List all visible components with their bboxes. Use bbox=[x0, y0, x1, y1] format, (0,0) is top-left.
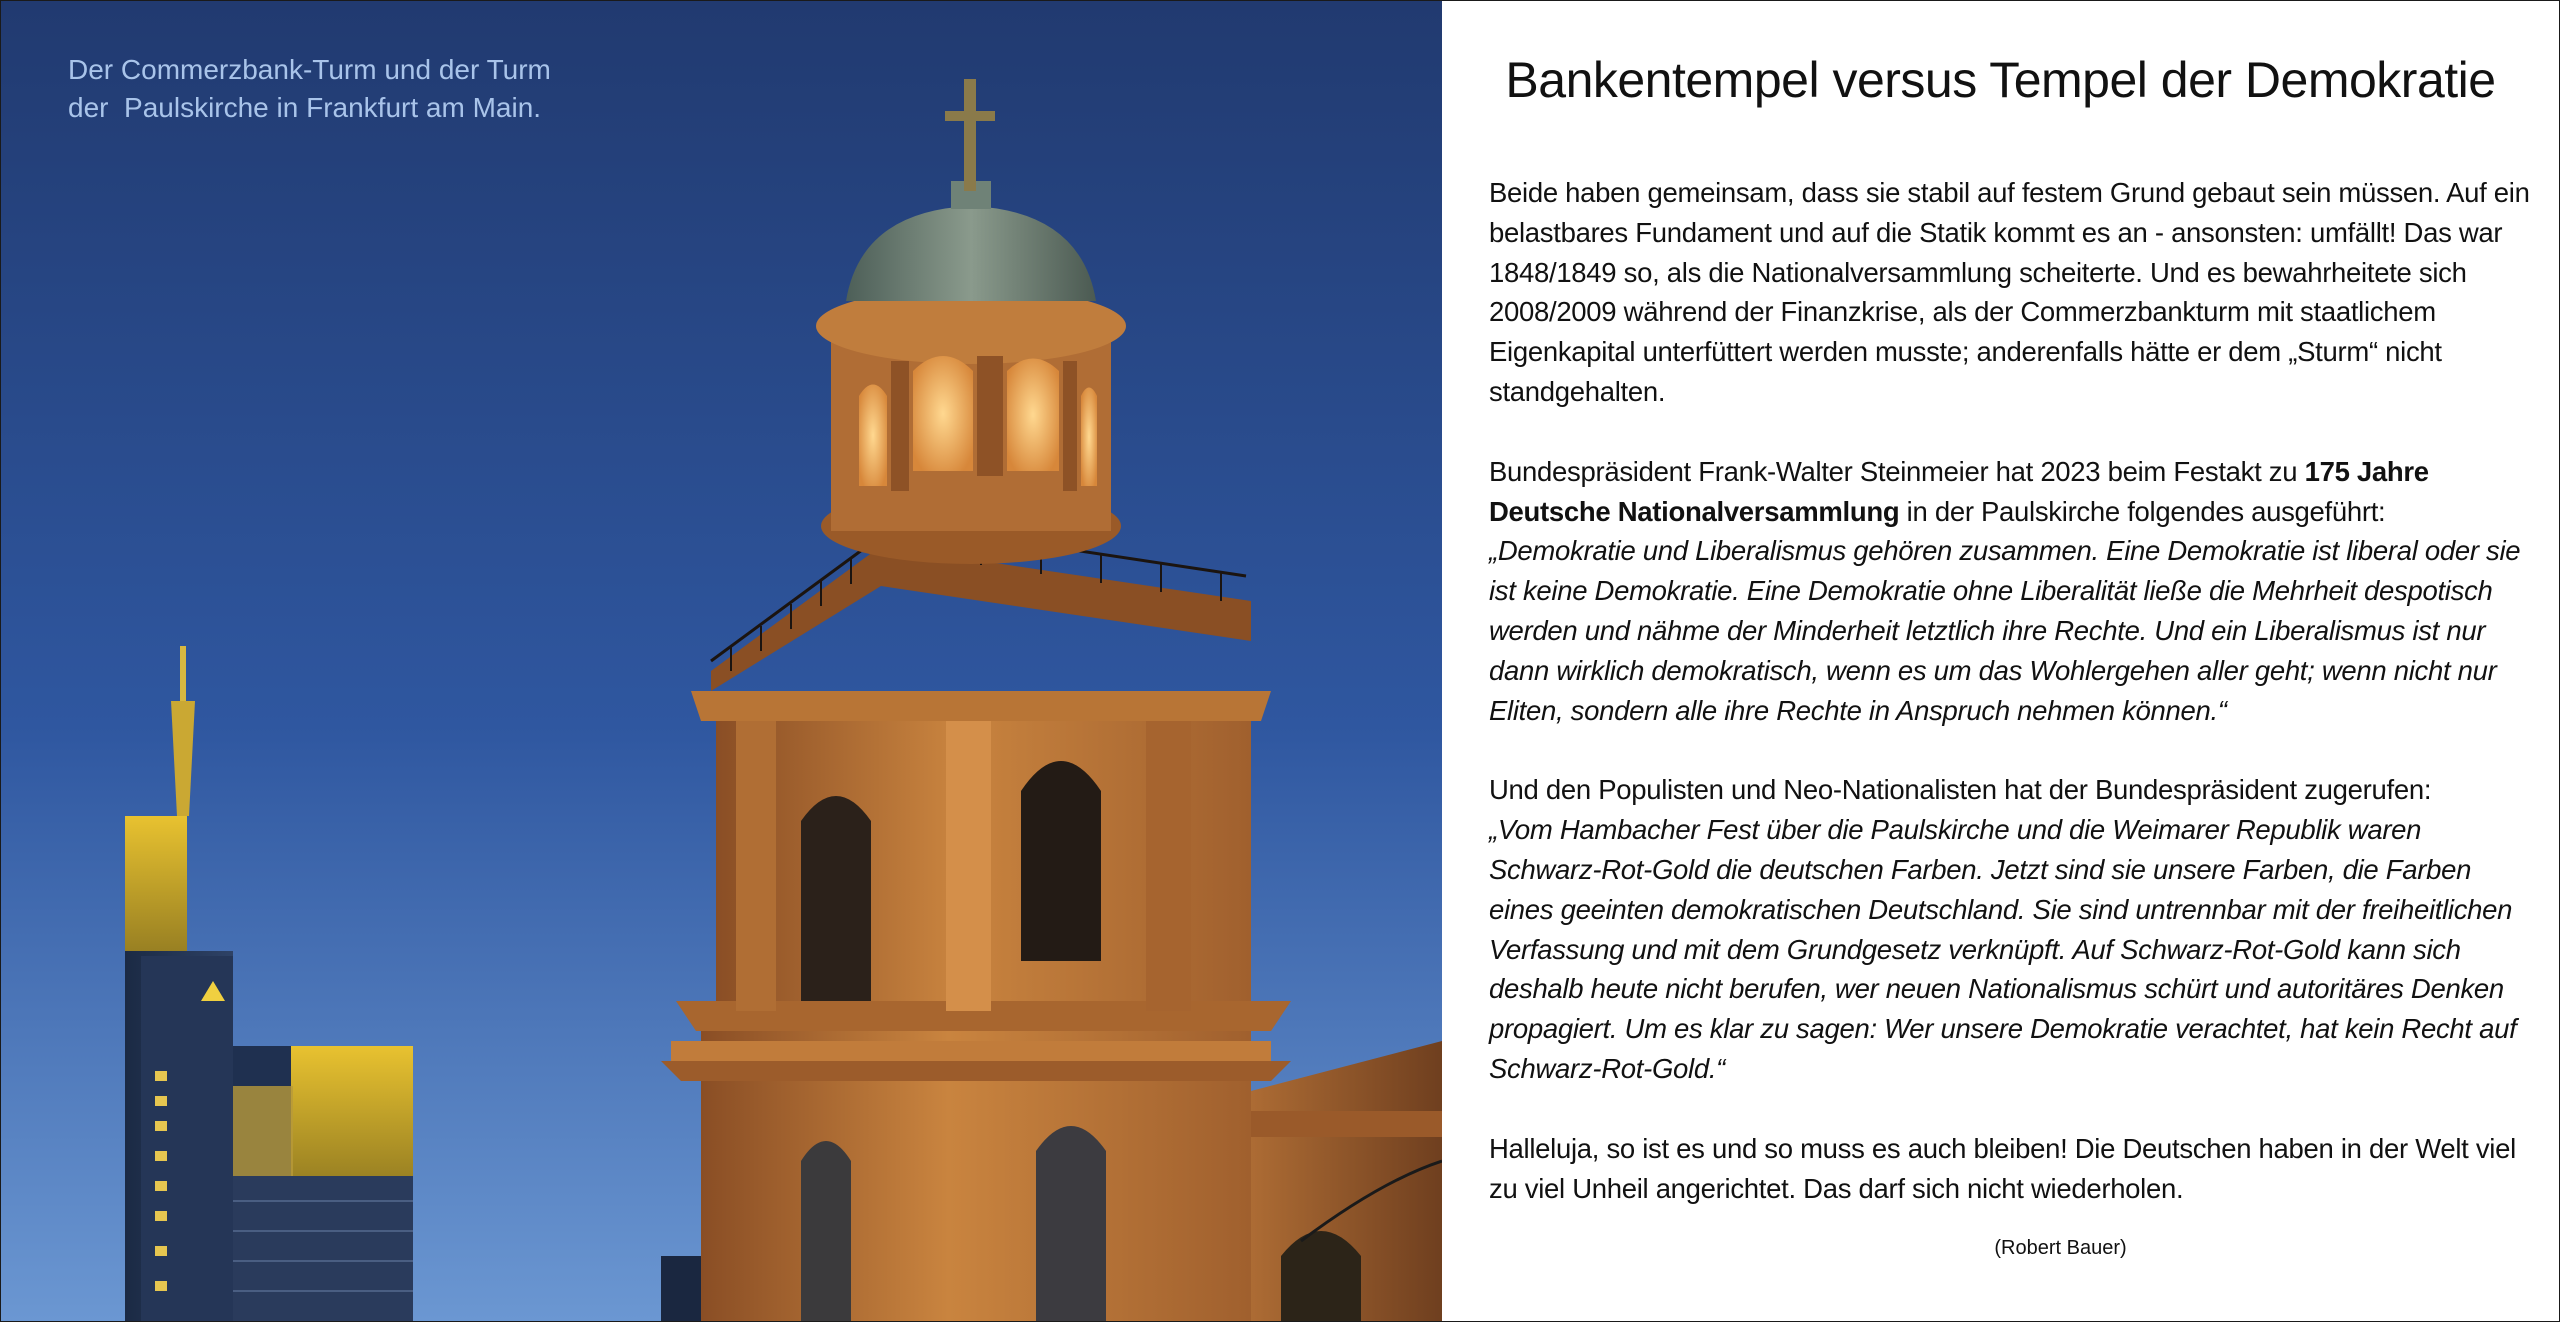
author-signature: (Robert Bauer) bbox=[1994, 1237, 2127, 1259]
paragraph-4: Halleluja, so ist es und so muss es auch bleiben! Die Deutschen haben in der Welt viel zu viel Unheil angerichtet. Das darf sich nicht wiederholen. bbox=[1489, 1132, 2516, 1204]
photo-caption bbox=[68, 51, 668, 127]
paragraph-2 bbox=[1489, 452, 2539, 731]
paragraph-3 bbox=[1489, 770, 2539, 1088]
article-body bbox=[1489, 173, 2539, 1248]
paragraph-2-tail: in der Paulskirche folgendes ausgeführt: bbox=[1899, 495, 2386, 527]
caption-line-1: Der Commerzbank-Turm und der Turm bbox=[68, 54, 551, 85]
photo-illustration bbox=[1, 1, 1442, 1321]
article-title: Bankentempel versus Tempel der Demokratie bbox=[1505, 52, 2496, 108]
paragraph-2-bold: 175 Jahre Deutsche Nationalversammlung bbox=[1489, 455, 2429, 527]
paragraph-2-lead: Bundespräsident Frank-Walter Steinmeier hat 2023 beim Festakt zu bbox=[1489, 455, 2305, 487]
article-panel bbox=[1442, 1, 2559, 1321]
steinmeier-quote-1: „Demokratie und Liberalismus gehören zusammen. Eine Demokratie ist liberal oder sie ist keine Demokratie. Eine Demokratie ohne Liberalität ließe die Mehrheit despotisch werden und nähme der Minderheit letztlich ihre Rechte. Und ein Liberalismus ist nur dann wirklich demokratisch, wenn es um das Wohlergehen aller geht; wenn nicht nur Eliten, sondern alle ihre Rechte in Anspruch nehmen können.“ bbox=[1489, 535, 2521, 726]
photo-paulskirche-commerzbank bbox=[1, 1, 1442, 1321]
paragraph-3-lead: Und den Populisten und Neo-Nationalisten hat der Bundespräsident zugerufen: bbox=[1489, 774, 2432, 806]
paragraph-1: Beide haben gemeinsam, dass sie stabil auf festem Grund gebaut sein müssen. Auf ein belastbares Fundament und auf die Statik kommt es an - ansonsten: umfällt! Das war 1848/1849 so, als die Nationalversammlung scheiterte. Und es bewahrheitete sich 2008/2009 während der Finanzkrise, als der Commerzbankturm mit staatlichem Eigenkapital unterfüttert werden musste; anderenfalls hätte er dem „Sturm“ nicht standgehalten. bbox=[1489, 177, 2530, 407]
steinmeier-quote-2: „Vom Hambacher Fest über die Paulskirche und die Weimarer Republik waren Schwarz-Rot-Gold die deutschen Farben. Jetzt sind sie unsere Farben, die Farben eines geeinten demokratischen Deutschland. Sie sind untrennbar mit der freiheitlichen Verfassung und mit dem Grundgesetz verknüpft. Auf Schwarz-Rot-Gold kann sich deshalb heute nicht berufen, wer neuen Nationalismus schürt und autoritäres Denken propagiert. Um es klar zu sagen: Wer unsere Demokratie verachtet, hat kein Recht auf Schwarz-Rot-Gold.“ bbox=[1489, 814, 2517, 1084]
caption-line-2: der Paulskirche in Frankfurt am Main. bbox=[68, 92, 542, 123]
